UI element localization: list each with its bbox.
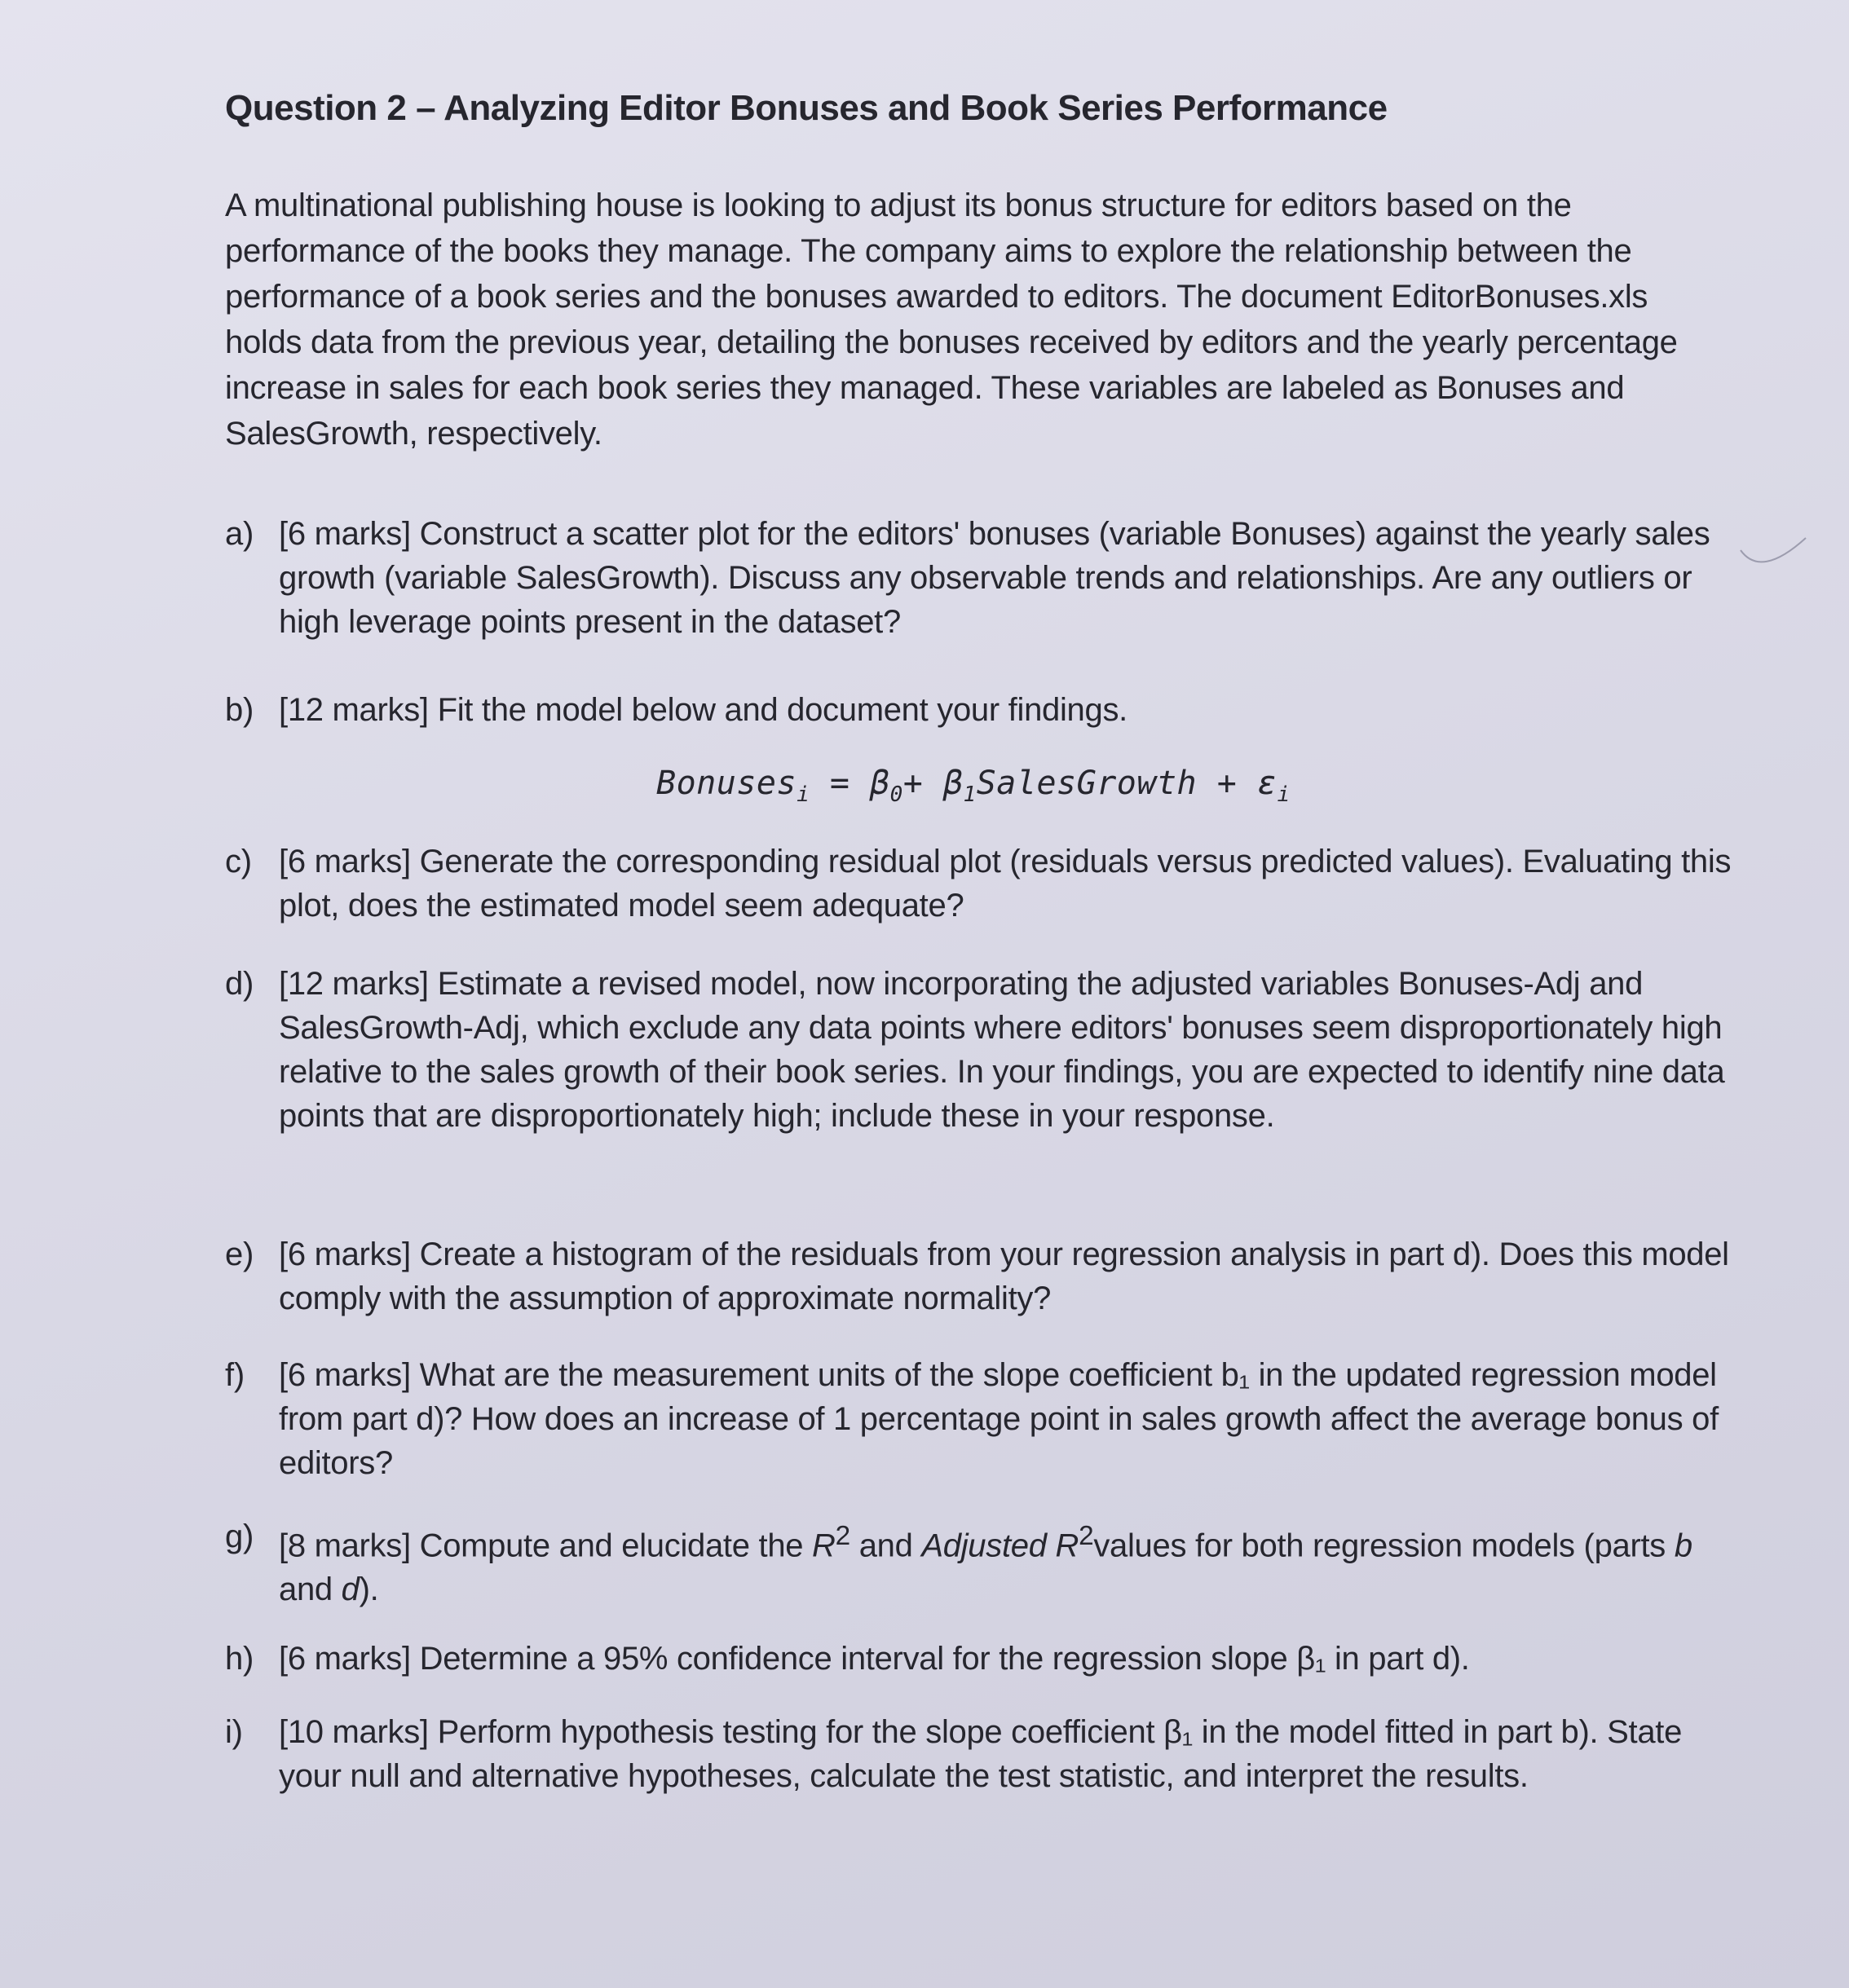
question-body: Determine a 95% confidence interval for the regression slope β₁ in part d). [419, 1641, 1470, 1677]
equation-epsilon-subscript: i [1277, 782, 1291, 807]
equation-plus: + [1216, 765, 1238, 802]
marks-label: [12 marks] [279, 966, 429, 1002]
question-text [279, 840, 1733, 928]
equation-beta0: β [870, 765, 890, 802]
r-squared-exponent: 2 [835, 1521, 850, 1551]
question-letter: e) [225, 1236, 254, 1272]
question-g [225, 1514, 1733, 1611]
question-letter: f) [225, 1357, 245, 1393]
question-text [279, 1232, 1733, 1320]
question-b [225, 688, 1733, 732]
question-f [225, 1353, 1733, 1485]
question-i [225, 1710, 1733, 1798]
question-text [279, 512, 1733, 644]
question-a [225, 512, 1733, 644]
equation-variable: SalesGrowth [976, 765, 1198, 802]
question-c [225, 840, 1733, 928]
intro-paragraph: A multinational publishing house is looking to adjust its bonus structure for editors based on the performance of the books they manage. The company aims to explore the relationship between the performance of a book series and the bonuses awarded to editors. The document EditorBonuses.xls holds data from the previous year, detailing the bonuses received by editors and the yearly percentage increase in sales for each book series they managed. These variables are labeled as Bonuses and SalesGrowth, respectively. [225, 187, 1678, 452]
marks-label: [6 marks] [279, 1236, 411, 1272]
question-body: Estimate a revised model, now incorporating the adjusted variables Bonuses-Adj and SalesGrowth-Adj, which exclude any data points where editors' bonuses seem disproportionately high relative to the sales growth of their book series. In your findings, you are expected to identify nine data points that are disproportionately high; include these in your response. [279, 966, 1725, 1134]
equation-equals: = [829, 765, 850, 802]
question-body-continued: values for both regression models (parts [1093, 1527, 1666, 1564]
question-text [279, 1710, 1733, 1798]
pen-mark-icon [1736, 534, 1810, 583]
question-d [225, 962, 1733, 1138]
closing-punctuation: ). [359, 1571, 379, 1608]
question-text [279, 1514, 1733, 1611]
equation-beta0-subscript: 0 [889, 782, 903, 807]
part-d-reference: d [341, 1571, 360, 1608]
adjusted-r-squared-exponent: 2 [1079, 1521, 1094, 1551]
marks-label: [6 marks] [279, 516, 411, 552]
question-body: Compute and elucidate the [419, 1527, 804, 1564]
marks-label: [6 marks] [279, 1357, 411, 1393]
question-body: Construct a scatter plot for the editors' bonuses (variable Bonuses) against the yearly sales growth (variable SalesGrowth). Discuss any observable trends and relationships. Are any outliers or high leverage points present in the dataset? [279, 516, 1710, 640]
question-letter: i) [225, 1714, 243, 1750]
marks-label: [12 marks] [279, 692, 429, 728]
question-letter: b) [225, 692, 254, 728]
regression-equation [656, 765, 1291, 807]
question-body: Fit the model below and document your findings. [437, 692, 1127, 728]
marks-label: [6 marks] [279, 844, 411, 879]
question-letter: d) [225, 966, 254, 1002]
r-squared-symbol: R [812, 1527, 836, 1564]
connector-word: and [279, 1571, 333, 1608]
equation-beta1: β [942, 765, 964, 802]
question-letter: g) [225, 1519, 254, 1554]
equation-lhs: Bonuses [656, 765, 797, 802]
question-text [279, 688, 1733, 732]
question-h [225, 1637, 1733, 1681]
adjusted-r-squared-symbol: R [1055, 1527, 1079, 1564]
adjusted-label: Adjusted [921, 1527, 1047, 1564]
question-letter: a) [225, 516, 254, 552]
marks-label: [10 marks] [279, 1714, 429, 1750]
part-b-reference: b [1674, 1527, 1692, 1564]
question-title: Question 2 – Analyzing Editor Bonuses and Book Series Performance [225, 88, 1388, 128]
question-text [279, 1637, 1733, 1681]
question-letter: c) [225, 844, 252, 879]
question-e [225, 1232, 1733, 1320]
question-letter: h) [225, 1641, 254, 1677]
question-text [279, 962, 1733, 1138]
question-body: Create a histogram of the residuals from your regression analysis in part d). Does this model comply with the assumption of approximate normality? [279, 1236, 1729, 1316]
question-text [279, 1353, 1733, 1485]
question-body: Generate the corresponding residual plot (residuals versus predicted values). Evaluating this plot, does the estimated model seem adequate? [279, 844, 1732, 923]
question-body: What are the measurement units of the slope coefficient b₁ in the updated regression model from part d)? How does an increase of 1 percentage point in sales growth affect the average bonus of editors? [279, 1357, 1719, 1481]
equation-plus: + [902, 765, 924, 802]
connector-word: and [858, 1527, 913, 1564]
question-body: Perform hypothesis testing for the slope coefficient β₁ in the model fitted in part b). State your null and alternative hypotheses, calculate the test statistic, and interpret the results. [279, 1714, 1683, 1794]
equation-beta1-subscript: 1 [963, 782, 977, 807]
equation-lhs-subscript: i [797, 782, 810, 807]
equation-epsilon: ε [1256, 765, 1278, 802]
marks-label: [8 marks] [279, 1527, 411, 1564]
marks-label: [6 marks] [279, 1641, 411, 1677]
